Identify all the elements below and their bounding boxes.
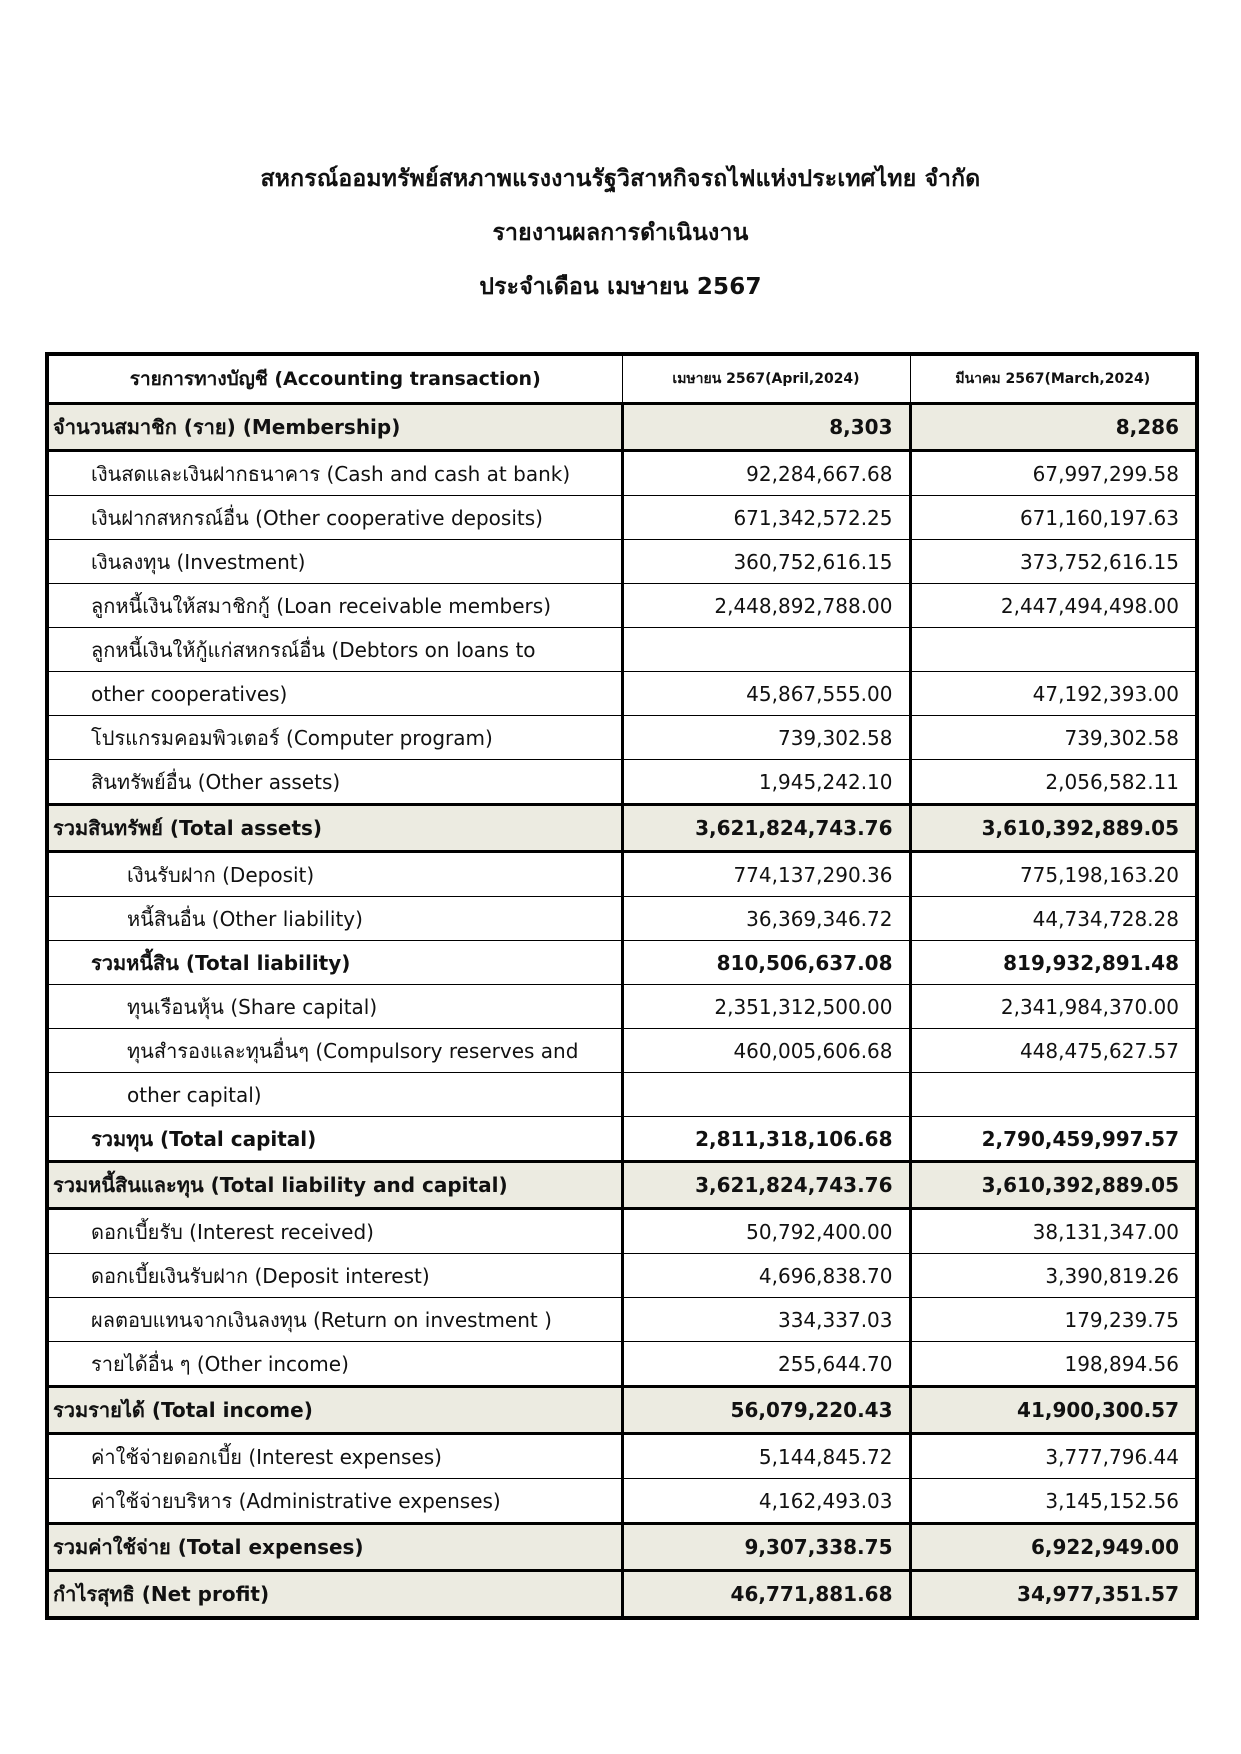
financial-results-table — [45, 352, 1199, 1620]
row-value-current: 56,079,220.43 — [622, 1387, 910, 1434]
row-value-current: 8,303 — [622, 404, 910, 451]
row-value-previous: 34,977,351.57 — [910, 1571, 1197, 1619]
row-label: โปรแกรมคอมพิวเตอร์ (Computer program) — [47, 716, 622, 760]
row-value-current: 50,792,400.00 — [622, 1209, 910, 1254]
table-row — [47, 985, 1197, 1029]
table-row — [47, 1073, 1197, 1117]
row-value-previous: 3,610,392,889.05 — [910, 1162, 1197, 1209]
row-label: ลูกหนี้เงินให้สมาชิกกู้ (Loan receivable members) — [47, 584, 622, 628]
table-row — [47, 1209, 1197, 1254]
row-label: ดอกเบี้ยรับ (Interest received) — [47, 1209, 622, 1254]
row-value-current: 2,811,318,106.68 — [622, 1117, 910, 1162]
report-header — [0, 152, 1241, 314]
row-label: other capital) — [47, 1073, 622, 1117]
row-label: รวมรายได้ (Total income) — [47, 1387, 622, 1434]
table-row — [47, 1479, 1197, 1524]
row-label: เงินลงทุน (Investment) — [47, 540, 622, 584]
table-row-total — [47, 1162, 1197, 1209]
row-value-current: 2,351,312,500.00 — [622, 985, 910, 1029]
row-label: ทุนสำรองและทุนอื่นๆ (Compulsory reserves and — [47, 1029, 622, 1073]
table-row — [47, 584, 1197, 628]
table-row-total — [47, 1524, 1197, 1571]
table-row — [47, 404, 1197, 451]
row-label: รวมหนี้สินและทุน (Total liability and capital) — [47, 1162, 622, 1209]
row-label: เงินฝากสหกรณ์อื่น (Other cooperative deposits) — [47, 496, 622, 540]
row-value-current: 360,752,616.15 — [622, 540, 910, 584]
row-label: ดอกเบี้ยเงินรับฝาก (Deposit interest) — [47, 1254, 622, 1298]
table-row-total — [47, 1387, 1197, 1434]
table-row — [47, 1342, 1197, 1387]
row-value-previous: 671,160,197.63 — [910, 496, 1197, 540]
row-label: รายได้อื่น ๆ (Other income) — [47, 1342, 622, 1387]
row-value-previous: 775,198,163.20 — [910, 852, 1197, 897]
row-value-current: 9,307,338.75 — [622, 1524, 910, 1571]
row-value-current: 774,137,290.36 — [622, 852, 910, 897]
row-value-previous — [910, 1073, 1197, 1117]
row-value-current: 810,506,637.08 — [622, 941, 910, 985]
row-value-previous: 2,341,984,370.00 — [910, 985, 1197, 1029]
row-label: รวมทุน (Total capital) — [47, 1117, 622, 1162]
row-label: ลูกหนี้เงินให้กู้แก่สหกรณ์อื่น (Debtors on loans to — [47, 628, 622, 672]
table-row-total — [47, 805, 1197, 852]
table-row-subtotal — [47, 1117, 1197, 1162]
row-value-previous: 3,610,392,889.05 — [910, 805, 1197, 852]
table-row — [47, 760, 1197, 805]
row-value-current: 4,162,493.03 — [622, 1479, 910, 1524]
table-header-row — [47, 354, 1197, 404]
row-value-current: 45,867,555.00 — [622, 672, 910, 716]
row-value-previous: 2,790,459,997.57 — [910, 1117, 1197, 1162]
row-value-current — [622, 1073, 910, 1117]
row-value-current: 334,337.03 — [622, 1298, 910, 1342]
row-label: รวมหนี้สิน (Total liability) — [47, 941, 622, 985]
row-label: จำนวนสมาชิก (ราย) (Membership) — [47, 404, 622, 451]
row-value-previous: 3,390,819.26 — [910, 1254, 1197, 1298]
table-row — [47, 852, 1197, 897]
row-value-current: 92,284,667.68 — [622, 451, 910, 496]
row-label: สินทรัพย์อื่น (Other assets) — [47, 760, 622, 805]
row-label: หนี้สินอื่น (Other liability) — [47, 897, 622, 941]
row-value-previous: 3,145,152.56 — [910, 1479, 1197, 1524]
row-value-current: 36,369,346.72 — [622, 897, 910, 941]
row-value-current: 460,005,606.68 — [622, 1029, 910, 1073]
table-row — [47, 540, 1197, 584]
table-row — [47, 672, 1197, 716]
row-label: ทุนเรือนหุ้น (Share capital) — [47, 985, 622, 1029]
table-row — [47, 628, 1197, 672]
table-row-net-profit — [47, 1571, 1197, 1619]
row-value-previous: 38,131,347.00 — [910, 1209, 1197, 1254]
row-value-previous: 179,239.75 — [910, 1298, 1197, 1342]
row-value-previous: 2,056,582.11 — [910, 760, 1197, 805]
row-value-current: 671,342,572.25 — [622, 496, 910, 540]
row-value-previous: 448,475,627.57 — [910, 1029, 1197, 1073]
row-value-previous: 47,192,393.00 — [910, 672, 1197, 716]
row-label: รวมสินทรัพย์ (Total assets) — [47, 805, 622, 852]
row-value-previous: 6,922,949.00 — [910, 1524, 1197, 1571]
row-value-current: 5,144,845.72 — [622, 1434, 910, 1479]
row-value-previous — [910, 628, 1197, 672]
row-value-previous: 819,932,891.48 — [910, 941, 1197, 985]
row-label: ผลตอบแทนจากเงินลงทุน (Return on investment ) — [47, 1298, 622, 1342]
row-value-previous: 739,302.58 — [910, 716, 1197, 760]
row-value-current: 739,302.58 — [622, 716, 910, 760]
row-value-current: 2,448,892,788.00 — [622, 584, 910, 628]
row-value-previous: 67,997,299.58 — [910, 451, 1197, 496]
row-value-current: 3,621,824,743.76 — [622, 805, 910, 852]
row-value-current: 46,771,881.68 — [622, 1571, 910, 1619]
row-value-current — [622, 628, 910, 672]
column-header-previous: มีนาคม 2567(March,2024) — [910, 354, 1197, 404]
row-value-current: 255,644.70 — [622, 1342, 910, 1387]
row-value-previous: 41,900,300.57 — [910, 1387, 1197, 1434]
table-row — [47, 1298, 1197, 1342]
row-label: รวมค่าใช้จ่าย (Total expenses) — [47, 1524, 622, 1571]
table-row-subtotal — [47, 941, 1197, 985]
table-row — [47, 451, 1197, 496]
organization-name: สหกรณ์ออมทรัพย์สหภาพแรงงานรัฐวิสาหกิจรถไฟแห่งประเทศไทย จำกัด — [260, 166, 981, 192]
table-row — [47, 716, 1197, 760]
table-row — [47, 1254, 1197, 1298]
row-value-previous: 198,894.56 — [910, 1342, 1197, 1387]
table-row — [47, 1434, 1197, 1479]
row-value-previous: 373,752,616.15 — [910, 540, 1197, 584]
row-value-previous: 3,777,796.44 — [910, 1434, 1197, 1479]
column-header-current: เมษายน 2567(April,2024) — [622, 354, 910, 404]
table-row — [47, 496, 1197, 540]
row-value-current: 3,621,824,743.76 — [622, 1162, 910, 1209]
row-label: ค่าใช้จ่ายดอกเบี้ย (Interest expenses) — [47, 1434, 622, 1479]
row-label: เงินรับฝาก (Deposit) — [47, 852, 622, 897]
table-row — [47, 897, 1197, 941]
column-header-item: รายการทางบัญชี (Accounting transaction) — [47, 354, 622, 404]
table-row — [47, 1029, 1197, 1073]
row-label: other cooperatives) — [47, 672, 622, 716]
row-value-previous: 44,734,728.28 — [910, 897, 1197, 941]
row-label: กำไรสุทธิ (Net profit) — [47, 1571, 622, 1619]
row-label: ค่าใช้จ่ายบริหาร (Administrative expenses) — [47, 1479, 622, 1524]
report-period: ประจำเดือน เมษายน 2567 — [479, 274, 762, 300]
row-value-previous: 8,286 — [910, 404, 1197, 451]
row-value-previous: 2,447,494,498.00 — [910, 584, 1197, 628]
row-value-current: 1,945,242.10 — [622, 760, 910, 805]
row-label: เงินสดและเงินฝากธนาคาร (Cash and cash at bank) — [47, 451, 622, 496]
report-title: รายงานผลการดำเนินงาน — [492, 220, 749, 246]
row-value-current: 4,696,838.70 — [622, 1254, 910, 1298]
